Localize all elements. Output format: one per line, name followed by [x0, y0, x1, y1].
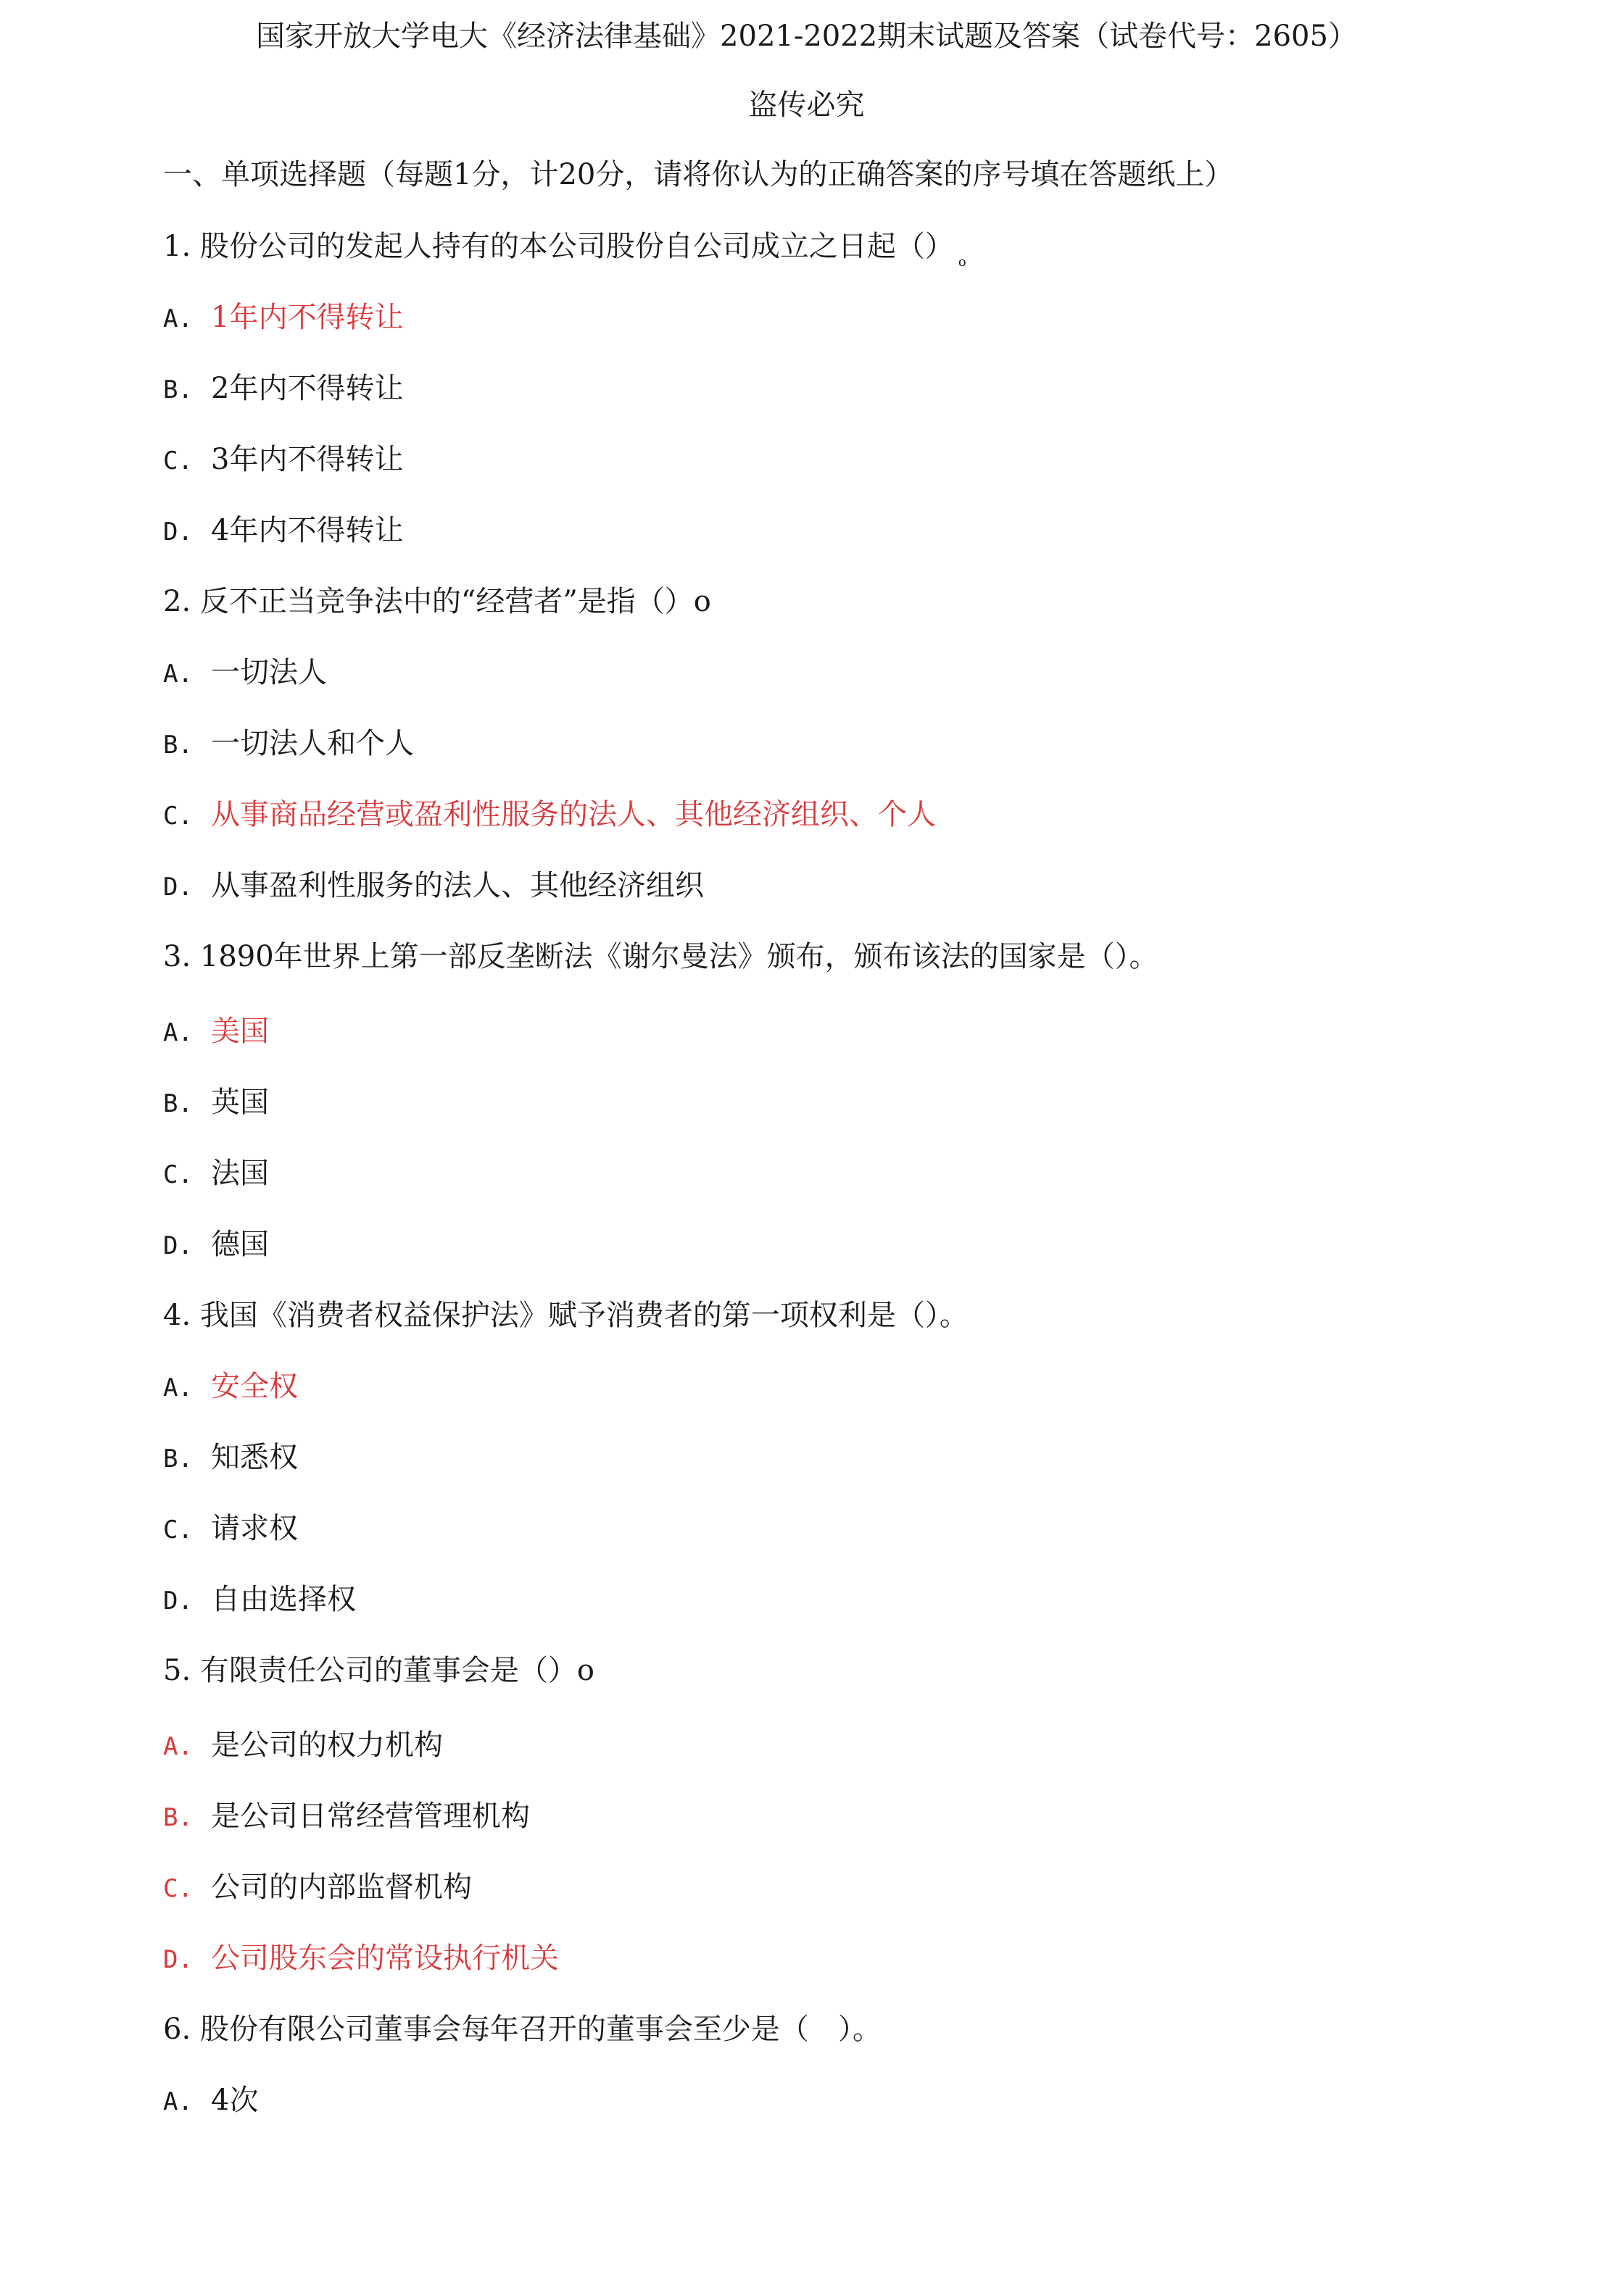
question-1-stem — [163, 226, 966, 283]
question-5-option-a — [163, 1725, 443, 1767]
question-5-stem: 5. 有限责任公司的董事会是（）o — [163, 1654, 594, 1687]
option-text: 4年内不得转让 — [211, 514, 404, 547]
option-text: 3年内不得转让 — [211, 443, 404, 476]
question-6-option-a — [163, 2080, 258, 2122]
option-letter: C. — [163, 1515, 193, 1544]
question-stem-text: 1. 股份公司的发起人持有的本公司股份自公司成立之日起（） — [163, 230, 954, 263]
option-text: 2年内不得转让 — [211, 372, 404, 405]
question-4-option-d — [163, 1579, 356, 1621]
option-letter: A. — [163, 1018, 193, 1047]
option-letter: C. — [163, 802, 193, 831]
option-text: 是公司日常经营管理机构 — [211, 1800, 530, 1833]
question-3-option-b — [163, 1082, 269, 1124]
option-letter-highlighted: D. — [163, 1945, 193, 1974]
option-text: 从事盈利性服务的法人、其他经济组织 — [211, 869, 704, 902]
option-letter: C. — [163, 1160, 193, 1189]
option-text: 英国 — [211, 1086, 269, 1119]
option-letter: A. — [163, 1373, 193, 1402]
question-3-stem: 3. 1890年世界上第一部反垄断法《谢尔曼法》颁布，颁布该法的国家是（）。 — [163, 940, 1158, 973]
question-2-option-b — [163, 723, 414, 765]
option-letter: C. — [163, 446, 193, 475]
option-text: 请求权 — [211, 1512, 298, 1545]
option-text: 公司的内部监督机构 — [211, 1871, 472, 1904]
option-letter: A. — [163, 660, 193, 689]
question-3-option-a — [163, 1011, 269, 1053]
question-4-stem: 4. 我国《消费者权益保护法》赋予消费者的第一项权利是（）。 — [163, 1299, 969, 1332]
question-2-option-c — [163, 794, 936, 836]
option-text-correct: 安全权 — [211, 1370, 298, 1403]
question-4-option-a — [163, 1366, 298, 1408]
option-letter: A. — [163, 304, 193, 333]
option-letter: B. — [163, 375, 193, 404]
question-5-option-d — [163, 1938, 559, 1980]
question-1-option-a — [163, 297, 403, 339]
question-2-option-d — [163, 865, 704, 907]
option-text: 一切法人 — [211, 656, 327, 689]
option-letter-highlighted: C. — [163, 1874, 193, 1903]
option-text-correct: 美国 — [211, 1015, 269, 1048]
option-text: 一切法人和个人 — [211, 727, 414, 760]
question-6-stem: 6. 股份有限公司董事会每年召开的董事会至少是（ ）。 — [163, 2013, 882, 2046]
option-text: 4次 — [211, 2084, 259, 2117]
question-3-option-c — [163, 1153, 269, 1195]
option-letter: B. — [163, 1444, 193, 1473]
option-letter-highlighted: A. — [163, 1732, 193, 1761]
option-letter: D. — [163, 517, 193, 546]
document-subtitle: 盗传必究 — [748, 88, 865, 122]
option-letter: D. — [163, 1586, 193, 1615]
option-letter: D. — [163, 873, 193, 902]
question-5-option-b — [163, 1796, 530, 1838]
option-text-correct: 1年内不得转让 — [211, 301, 404, 334]
option-letter: B. — [163, 1089, 193, 1118]
option-text: 是公司的权力机构 — [211, 1729, 443, 1762]
question-4-option-b — [163, 1437, 298, 1479]
question-5-option-c — [163, 1867, 472, 1909]
option-letter-highlighted: B. — [163, 1803, 193, 1832]
option-text-correct: 从事商品经营或盈利性服务的法人、其他经济组织、个人 — [211, 798, 936, 831]
document-title: 国家开放大学电大《经济法律基础》2021-2022期末试题及答案（试卷代号：2605） — [256, 20, 1357, 53]
option-letter: D. — [163, 1231, 193, 1260]
option-text-correct: 公司股东会的常设执行机关 — [211, 1942, 559, 1975]
option-letter: B. — [163, 731, 193, 760]
option-text: 法国 — [211, 1157, 269, 1190]
question-2-stem: 2. 反不正当竞争法中的“经营者”是指（）o — [163, 585, 711, 618]
question-1-option-b — [163, 368, 403, 410]
option-text: 知悉权 — [211, 1441, 298, 1474]
option-text: 自由选择权 — [211, 1583, 356, 1616]
question-3-option-d — [163, 1224, 269, 1266]
question-4-option-c — [163, 1508, 298, 1550]
question-1-option-d — [163, 510, 403, 552]
section-heading: 一、单项选择题（每题1分，计20分，请将你认为的正确答案的序号填在答题纸上） — [163, 158, 1234, 191]
option-letter: A. — [163, 2087, 193, 2116]
question-1-option-c — [163, 439, 403, 481]
question-2-option-a — [163, 652, 327, 694]
option-text: 德国 — [211, 1228, 269, 1261]
question-stem-suffix: o — [958, 254, 966, 270]
